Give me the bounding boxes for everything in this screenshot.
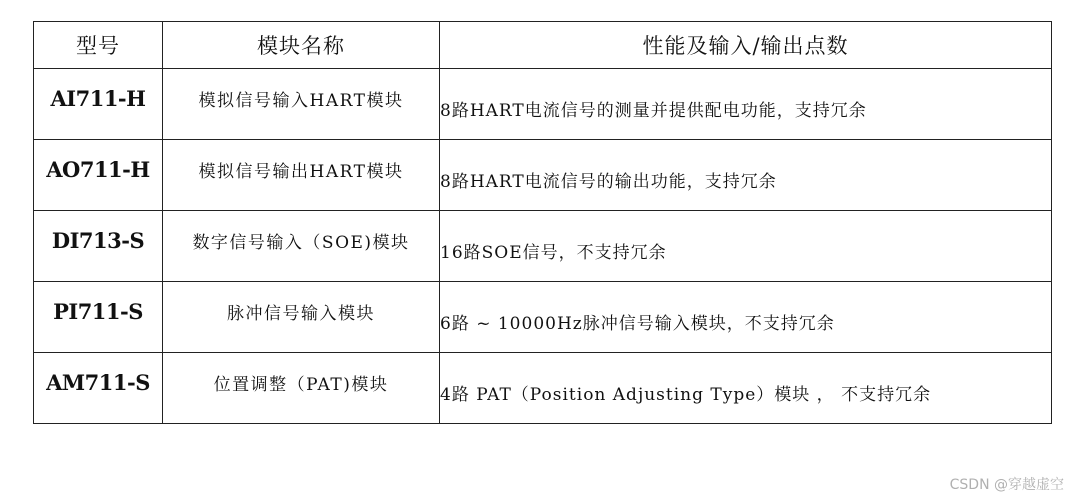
module-name-cell (163, 69, 440, 140)
performance-cell (440, 69, 1052, 140)
module-name-text: 位置调整（PAT)模块 (213, 374, 389, 395)
model-text: DI713-S (51, 227, 145, 253)
table-row (34, 211, 1052, 282)
performance-text: 8路HART电流信号的测量并提供配电功能，支持冗余 (440, 100, 867, 121)
module-name-text: 脉冲信号输入模块 (227, 303, 375, 324)
model-cell (34, 69, 163, 140)
performance-text: 8路HART电流信号的输出功能，支持冗余 (440, 171, 777, 192)
module-name-text: 模拟信号输入HART模块 (198, 90, 404, 111)
model-text: AI711-H (50, 85, 146, 111)
module-name-text: 数字信号输入（SOE)模块 (192, 232, 410, 253)
performance-text: 16路SOE信号，不支持冗余 (440, 242, 667, 263)
model-text: PI711-S (53, 298, 143, 324)
table-header-row (34, 22, 1052, 69)
model-cell (34, 353, 163, 424)
model-cell (34, 282, 163, 353)
performance-cell (440, 282, 1052, 353)
model-text: AO711-H (46, 156, 150, 182)
performance-cell (440, 140, 1052, 211)
module-name-cell (163, 140, 440, 211)
table-row (34, 69, 1052, 140)
table-row (34, 282, 1052, 353)
module-spec-table (33, 21, 1052, 424)
module-name-cell (163, 282, 440, 353)
header-performance: 性能及输入/输出点数 (440, 22, 1052, 69)
performance-cell (440, 211, 1052, 282)
module-name-text: 模拟信号输出HART模块 (198, 161, 404, 182)
model-cell (34, 140, 163, 211)
module-name-cell (163, 353, 440, 424)
watermark: CSDN @穿越虚空 (949, 477, 1064, 493)
model-text: AM711-S (46, 369, 150, 395)
header-model: 型号 (34, 22, 163, 69)
table-row (34, 140, 1052, 211)
table-row (34, 353, 1052, 424)
performance-text: 6路 ~ 10000Hz脉冲信号输入模块，不支持冗余 (440, 313, 835, 334)
performance-cell (440, 353, 1052, 424)
header-module-name: 模块名称 (163, 22, 440, 69)
model-cell (34, 211, 163, 282)
module-name-cell (163, 211, 440, 282)
performance-text: 4路 PAT（Position Adjusting Type）模块 ， 不支持冗余 (440, 384, 932, 405)
